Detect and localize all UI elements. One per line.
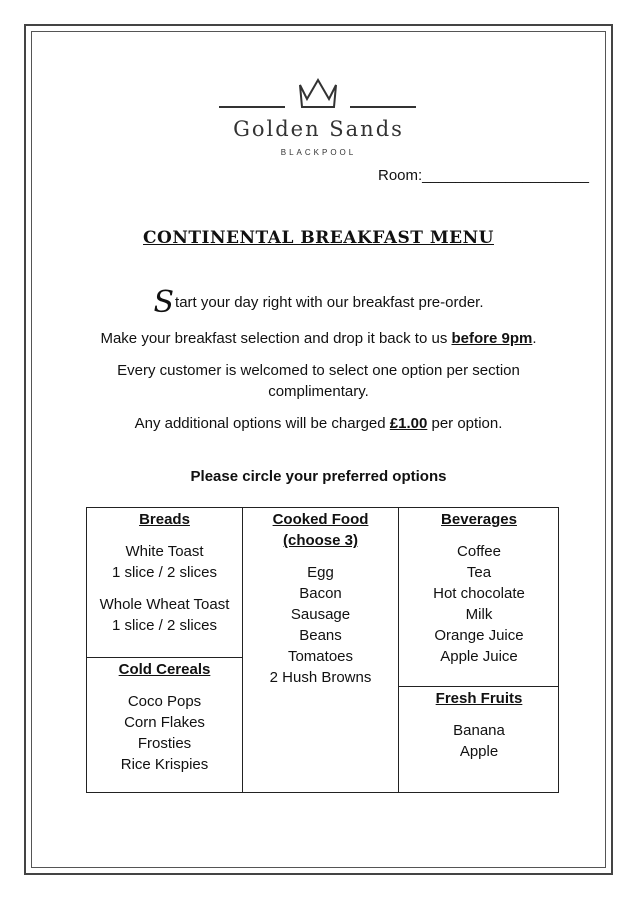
deadline: before 9pm	[451, 330, 533, 347]
menu-grid	[86, 507, 559, 793]
extra-charge: £1.00	[389, 415, 428, 432]
section-beverages	[399, 509, 559, 667]
divider-breads-cereals	[87, 657, 243, 658]
menu-option[interactable]: Bacon	[299, 585, 342, 602]
room-field: Room:____________________	[378, 167, 590, 184]
section-title: Beverages	[441, 511, 517, 528]
menu-option[interactable]: Rice Krispies	[120, 756, 209, 773]
menu-option[interactable]: Sausage	[290, 606, 351, 623]
brand-logo	[0, 72, 637, 162]
menu-option[interactable]: Apple Juice	[440, 648, 518, 665]
menu-option[interactable]: Corn Flakes	[124, 714, 205, 731]
menu-option[interactable]: Orange Juice	[434, 627, 524, 644]
brand-location: BLACKPOOL	[280, 148, 357, 157]
logo-rule-right	[350, 106, 416, 108]
menu-option[interactable]: 1 slice / 2 slices	[111, 564, 218, 581]
section-title: Cooked Food	[272, 511, 369, 528]
drop-cap: S	[153, 285, 175, 320]
section-subtitle: (choose 3)	[282, 532, 358, 549]
logo-rule-left	[219, 106, 285, 108]
intro-text	[70, 285, 567, 445]
menu-option[interactable]: Banana	[453, 722, 505, 739]
menu-option[interactable]: 2 Hush Browns	[269, 669, 372, 686]
section-cold-cereals	[87, 659, 242, 775]
intro-line-2: Make your breakfast selection and drop it back to us before 9pm.	[100, 330, 537, 347]
menu-option[interactable]: Egg	[307, 564, 334, 581]
section-breads	[87, 509, 242, 636]
section-title: Breads	[139, 511, 190, 528]
divider-beverages-fruits	[398, 686, 559, 687]
intro-line-1: Start your day right with our breakfast pre-order.	[153, 285, 484, 320]
menu-option[interactable]: White Toast	[125, 543, 204, 560]
intro-line-3: Every customer is welcomed to select one option per section complimentary.	[117, 362, 520, 400]
menu-title: CONTINENTAL BREAKFAST MENU	[143, 228, 494, 248]
brand-name: Golden Sands	[233, 117, 404, 141]
section-title: Cold Cereals	[118, 661, 211, 678]
menu-option[interactable]: Tea	[466, 564, 492, 581]
menu-option[interactable]: Milk	[465, 606, 493, 623]
intro-line-4: Any additional options will be charged £1.00 per option.	[134, 415, 503, 432]
section-title: Fresh Fruits	[435, 690, 523, 707]
crown-icon	[297, 77, 339, 111]
menu-option[interactable]: 1 slice / 2 slices	[111, 617, 218, 634]
menu-option[interactable]: Apple	[459, 743, 499, 760]
section-cooked-food	[243, 509, 398, 688]
menu-option[interactable]: Tomatoes	[287, 648, 354, 665]
instruction: Please circle your preferred options	[190, 468, 447, 485]
menu-option[interactable]: Coffee	[457, 543, 501, 560]
menu-option[interactable]: Coco Pops	[127, 693, 202, 710]
menu-option[interactable]: Beans	[299, 627, 342, 644]
menu-option[interactable]: Frosties	[137, 735, 192, 752]
section-fresh-fruits	[399, 688, 559, 762]
menu-option[interactable]: Hot chocolate	[433, 585, 525, 602]
menu-option[interactable]: Whole Wheat Toast	[99, 596, 230, 613]
